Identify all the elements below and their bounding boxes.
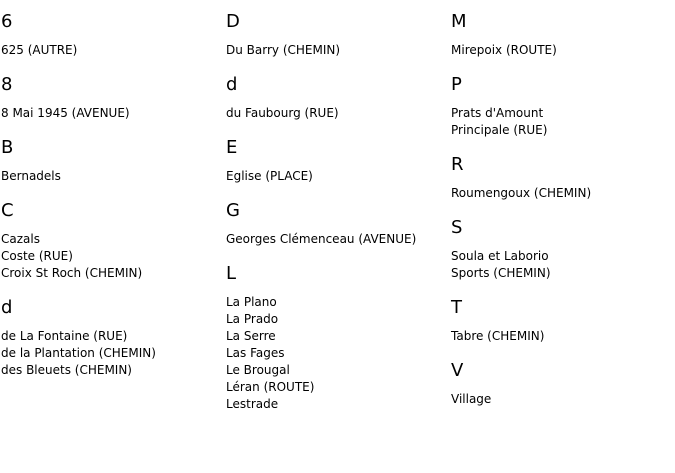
section-letter-heading: P <box>451 74 462 95</box>
section-letter-heading: E <box>226 137 238 158</box>
street-link[interactable]: Tabre (CHEMIN) <box>451 329 545 343</box>
section-letter-heading: R <box>451 154 464 175</box>
section-letter-heading: D <box>226 11 240 32</box>
street-link[interactable]: Soula et Laborio <box>451 249 549 263</box>
street-list <box>451 248 671 282</box>
street-link[interactable]: Las Fages <box>226 346 285 360</box>
street-list <box>226 294 446 413</box>
section-letter-heading: M <box>451 11 467 32</box>
street-link[interactable]: La Serre <box>226 329 276 343</box>
section-letter-heading: B <box>1 137 14 158</box>
letter-section <box>1 200 221 282</box>
street-list <box>226 105 446 122</box>
street-link[interactable]: de La Fontaine (RUE) <box>1 329 128 343</box>
section-letter-heading: L <box>226 263 237 284</box>
letter-section <box>1 11 221 59</box>
street-index-column-1 <box>1 0 221 379</box>
street-link[interactable]: Prats d'Amount <box>451 106 544 120</box>
street-link[interactable]: Coste (RUE) <box>1 249 73 263</box>
letter-section <box>226 263 446 413</box>
street-link[interactable]: Léran (ROUTE) <box>226 380 315 394</box>
street-list <box>1 42 221 59</box>
street-link[interactable]: Georges Clémenceau (AVENUE) <box>226 232 417 246</box>
street-link[interactable]: Le Brougal <box>226 363 290 377</box>
section-letter-heading: S <box>451 217 463 238</box>
letter-section <box>451 360 671 408</box>
street-list <box>1 168 221 185</box>
street-link[interactable]: Croix St Roch (CHEMIN) <box>1 266 143 280</box>
letter-section <box>451 297 671 345</box>
street-link[interactable]: Du Barry (CHEMIN) <box>226 43 341 57</box>
street-list <box>226 231 446 248</box>
street-link[interactable]: Sports (CHEMIN) <box>451 266 551 280</box>
street-list <box>451 105 671 139</box>
street-link[interactable]: des Bleuets (CHEMIN) <box>1 363 132 377</box>
street-list <box>226 42 446 59</box>
section-letter-heading: 6 <box>1 11 13 32</box>
letter-section <box>226 11 446 59</box>
street-list <box>1 328 221 379</box>
street-link[interactable]: La Plano <box>226 295 277 309</box>
letter-section <box>1 137 221 185</box>
street-list <box>226 168 446 185</box>
letter-section <box>226 200 446 248</box>
street-link[interactable]: 8 Mai 1945 (AVENUE) <box>1 106 130 120</box>
street-list <box>1 231 221 282</box>
street-link[interactable]: Bernadels <box>1 169 61 183</box>
street-link[interactable]: La Prado <box>226 312 279 326</box>
street-link[interactable]: 625 (AUTRE) <box>1 43 78 57</box>
section-letter-heading: C <box>1 200 14 221</box>
letter-section <box>226 74 446 122</box>
street-list <box>451 185 671 202</box>
street-link[interactable]: Roumengoux (CHEMIN) <box>451 186 592 200</box>
street-link[interactable]: Mirepoix (ROUTE) <box>451 43 557 57</box>
street-link[interactable]: de la Plantation (CHEMIN) <box>1 346 156 360</box>
street-link[interactable]: du Faubourg (RUE) <box>226 106 339 120</box>
street-link[interactable]: Cazals <box>1 232 40 246</box>
street-index-column-3 <box>451 0 671 408</box>
street-list <box>451 391 671 408</box>
street-list <box>451 42 671 59</box>
section-letter-heading: 8 <box>1 74 13 95</box>
street-link[interactable]: Village <box>451 392 492 406</box>
letter-section <box>451 11 671 59</box>
street-list <box>451 328 671 345</box>
street-index-column-2 <box>226 0 446 413</box>
section-letter-heading: d <box>1 297 13 318</box>
section-letter-heading: d <box>226 74 238 95</box>
letter-section <box>226 137 446 185</box>
letter-section <box>451 154 671 202</box>
letter-section <box>451 74 671 139</box>
street-list <box>1 105 221 122</box>
street-link[interactable]: Principale (RUE) <box>451 123 548 137</box>
letter-section <box>1 74 221 122</box>
letter-section <box>1 297 221 379</box>
street-link[interactable]: Lestrade <box>226 397 279 411</box>
section-letter-heading: T <box>451 297 462 318</box>
section-letter-heading: V <box>451 360 464 381</box>
street-link[interactable]: Eglise (PLACE) <box>226 169 313 183</box>
section-letter-heading: G <box>226 200 240 221</box>
letter-section <box>451 217 671 282</box>
